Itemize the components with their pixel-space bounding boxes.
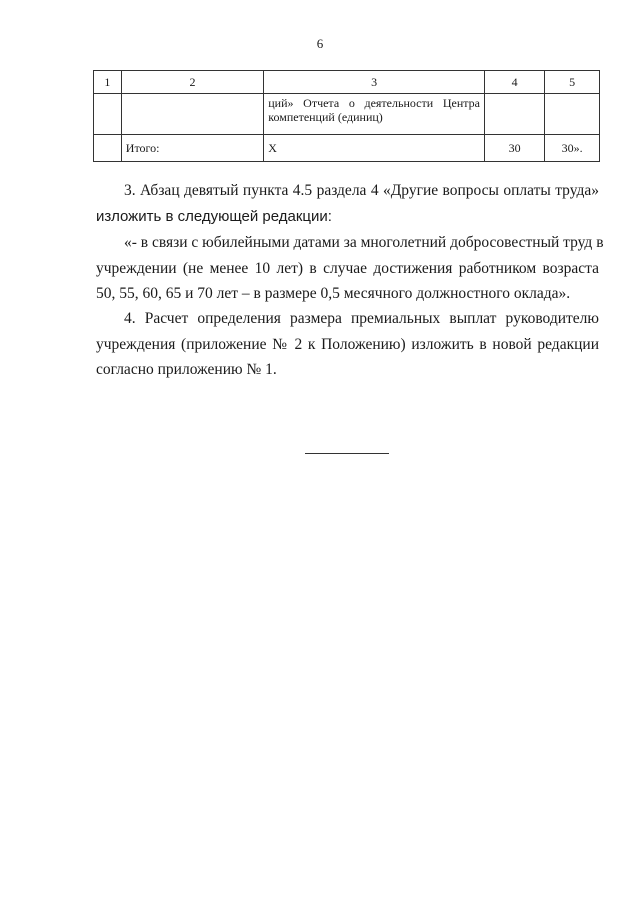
- paragraph-line: 3. Абзац девятый пункта 4.5 раздела 4 «Другие вопросы оплаты труда»: [124, 182, 599, 199]
- table-total-row: [94, 135, 600, 162]
- header-col-2: 2: [121, 71, 263, 94]
- cell-empty: [545, 94, 600, 135]
- header-col-3: 3: [264, 71, 485, 94]
- header-col-4: 4: [484, 71, 544, 94]
- cell-text-line: ций» Отчета о деятельности Центра: [268, 96, 480, 110]
- paragraph-line: 4. Расчет определения размера премиальных выплат руководителю: [124, 310, 599, 327]
- total-col-4: 30: [484, 135, 544, 162]
- total-label: Итого:: [121, 135, 263, 162]
- paragraph-line: 50, 55, 60, 65 и 70 лет – в размере 0,5 месячного должностного оклада».: [96, 285, 571, 302]
- page-number: 6: [316, 36, 324, 51]
- cell-empty: [94, 94, 122, 135]
- table-row: [94, 94, 600, 135]
- paragraph-line: «- в связи с юбилейными датами за многолетний добросовестный труд в: [124, 234, 604, 251]
- cell-empty: [94, 135, 122, 162]
- cell-indicator-name: [264, 94, 485, 135]
- paragraph-line: учреждении (не менее 10 лет) в случае достижения работником возраста: [96, 259, 599, 277]
- end-of-document-rule: [305, 453, 389, 454]
- cell-empty: [121, 94, 263, 135]
- total-col-3: Х: [264, 135, 485, 162]
- paragraph-line: изложить в следующей редакции:: [96, 207, 332, 225]
- payment-table: [93, 70, 600, 162]
- paragraph-3: [96, 178, 599, 229]
- paragraph-4: [96, 306, 599, 383]
- cell-empty: [484, 94, 544, 135]
- header-col-1: 1: [94, 71, 122, 94]
- total-col-5: 30».: [545, 135, 600, 162]
- paragraph-line: согласно приложению № 1.: [96, 361, 277, 378]
- quoted-paragraph: [96, 230, 604, 307]
- paragraph-line: учреждения (приложение № 2 к Положению) изложить в новой редакции: [96, 335, 599, 353]
- table-header-row: [94, 71, 600, 94]
- cell-text-line: компетенций (единиц): [268, 110, 383, 124]
- header-col-5: 5: [545, 71, 600, 94]
